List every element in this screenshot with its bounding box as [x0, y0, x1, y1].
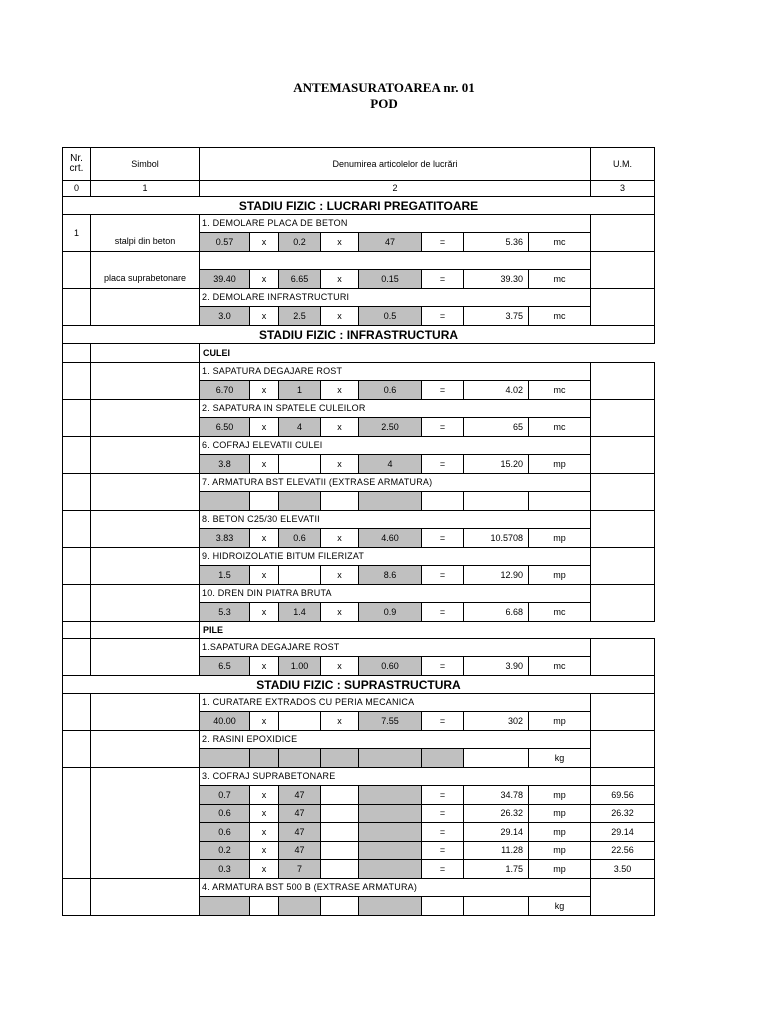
factor-a: 5.3 [200, 603, 250, 622]
symbol-cell [91, 639, 200, 676]
factor-c [359, 823, 422, 842]
header-nr: Nr. crt. [63, 148, 91, 181]
article-title: 2. RASINI EPOXIDICE [200, 731, 591, 749]
op-times: x [250, 860, 279, 879]
factor-a: 1.5 [200, 566, 250, 585]
index-0: 0 [63, 181, 91, 197]
op-equals: = [422, 657, 464, 676]
article-title: 9. HIDROIZOLATIE BITUM FILERIZAT [200, 548, 591, 566]
result-cell: 26.32 [464, 805, 529, 823]
op-equals: = [422, 603, 464, 622]
row-number [63, 694, 91, 731]
document-title: ANTEMASURATOAREA nr. 01 [293, 80, 475, 95]
row-number [63, 252, 91, 289]
factor-b [279, 749, 321, 768]
factor-c: 0.60 [359, 657, 422, 676]
factor-c: 0.15 [359, 270, 422, 289]
op-times: x [250, 418, 279, 437]
op-times: x [321, 566, 359, 585]
article-title-row [63, 474, 655, 492]
factor-a: 0.6 [200, 823, 250, 842]
op-times: x [321, 381, 359, 400]
row-number [63, 731, 91, 768]
factor-c [359, 786, 422, 805]
op-cell [422, 749, 464, 768]
factor-b: 6.65 [279, 270, 321, 289]
result-cell [464, 492, 529, 511]
result-cell: 29.14 [464, 823, 529, 842]
factor-a: 40.00 [200, 712, 250, 731]
symbol-cell [91, 363, 200, 400]
op-times: x [250, 455, 279, 474]
op-times: x [250, 657, 279, 676]
factor-b: 1.00 [279, 657, 321, 676]
factor-b: 1.4 [279, 603, 321, 622]
article-title-row [63, 215, 655, 233]
article-title-row [63, 639, 655, 657]
symbol-cell [91, 622, 200, 639]
op-equals: = [422, 860, 464, 879]
factor-a [200, 749, 250, 768]
article-title: 1.SAPATURA DEGAJARE ROST [200, 639, 591, 657]
op-cell [422, 897, 464, 916]
index-3: 3 [591, 181, 655, 197]
op-equals: = [422, 381, 464, 400]
symbol-cell: placa suprabetonare [91, 252, 200, 289]
op-times: x [250, 823, 279, 842]
op-times: x [250, 603, 279, 622]
header-denumire: Denumirea articolelor de lucrări [200, 148, 591, 181]
stage-row [63, 197, 655, 215]
op-times: x [250, 712, 279, 731]
factor-a: 6.5 [200, 657, 250, 676]
total-cell [591, 585, 655, 622]
row-number [63, 585, 91, 622]
article-title: 4. ARMATURA BST 500 B (EXTRASE ARMATURA) [200, 879, 591, 897]
result-cell: 11.28 [464, 842, 529, 860]
total-cell [591, 252, 655, 289]
article-title-row [63, 363, 655, 381]
factor-c: 7.55 [359, 712, 422, 731]
article-title-row [63, 585, 655, 603]
stage-title: STADIU FIZIC : INFRASTRUCTURA [63, 326, 655, 344]
unit-cell: mp [529, 805, 591, 823]
document-subtitle: POD [370, 96, 398, 111]
total-cell: 3.50 [591, 860, 655, 879]
factor-b: 7 [279, 860, 321, 879]
symbol-cell [91, 474, 200, 511]
result-cell: 6.68 [464, 603, 529, 622]
row-number [63, 437, 91, 474]
op-cell [321, 786, 359, 805]
factor-a: 0.3 [200, 860, 250, 879]
row-number [63, 879, 91, 916]
factor-c: 4.60 [359, 529, 422, 548]
op-equals: = [422, 455, 464, 474]
op-cell [250, 492, 279, 511]
op-equals: = [422, 786, 464, 805]
row-number [63, 511, 91, 548]
factor-b: 47 [279, 786, 321, 805]
op-cell [321, 492, 359, 511]
factor-b: 4 [279, 418, 321, 437]
symbol-cell [91, 694, 200, 731]
op-times: x [321, 418, 359, 437]
op-cell [321, 805, 359, 823]
op-times: x [250, 381, 279, 400]
header-simbol: Simbol [91, 148, 200, 181]
total-cell [591, 400, 655, 437]
op-cell [321, 860, 359, 879]
factor-b: 0.2 [279, 233, 321, 252]
op-equals: = [422, 566, 464, 585]
unit-cell: mc [529, 381, 591, 400]
total-cell [591, 511, 655, 548]
op-times: x [250, 842, 279, 860]
factor-c [359, 897, 422, 916]
unit-cell: mc [529, 657, 591, 676]
op-times: x [321, 233, 359, 252]
op-equals: = [422, 270, 464, 289]
unit-cell: mp [529, 860, 591, 879]
symbol-cell [91, 879, 200, 916]
total-cell: 29.14 [591, 823, 655, 842]
factor-a: 0.6 [200, 805, 250, 823]
total-cell [591, 215, 655, 252]
factor-a: 6.50 [200, 418, 250, 437]
op-equals: = [422, 418, 464, 437]
op-equals: = [422, 307, 464, 326]
article-title-row [63, 879, 655, 897]
op-times: x [321, 307, 359, 326]
total-cell [591, 879, 655, 916]
op-times: x [250, 307, 279, 326]
row-number [63, 474, 91, 511]
unit-cell [529, 492, 591, 511]
op-times: x [321, 529, 359, 548]
stage-row [63, 326, 655, 344]
unit-cell: mc [529, 603, 591, 622]
symbol-cell [91, 437, 200, 474]
op-equals: = [422, 842, 464, 860]
op-times: x [250, 233, 279, 252]
total-cell [591, 694, 655, 731]
symbol-cell [91, 585, 200, 622]
row-number [63, 400, 91, 437]
result-cell: 3.90 [464, 657, 529, 676]
factor-c [359, 749, 422, 768]
symbol-cell: stalpi din beton [91, 215, 200, 252]
article-title: 1. DEMOLARE PLACA DE BETON [200, 215, 591, 233]
unit-cell: mp [529, 455, 591, 474]
factor-a: 39.40 [200, 270, 250, 289]
unit-cell: mp [529, 842, 591, 860]
op-times: x [250, 566, 279, 585]
result-cell: 4.02 [464, 381, 529, 400]
unit-cell: mc [529, 233, 591, 252]
factor-a [200, 492, 250, 511]
factor-c: 0.6 [359, 381, 422, 400]
result-cell: 1.75 [464, 860, 529, 879]
row-number [63, 363, 91, 400]
result-cell [464, 897, 529, 916]
total-cell: 26.32 [591, 805, 655, 823]
article-title: 3. COFRAJ SUPRABETONARE [200, 768, 591, 786]
factor-b: 47 [279, 842, 321, 860]
table-index-row [63, 181, 655, 197]
factor-b [279, 712, 321, 731]
factor-a: 0.57 [200, 233, 250, 252]
factor-b: 0.6 [279, 529, 321, 548]
article-title: 6. COFRAJ ELEVATII CULEI [200, 437, 591, 455]
op-cell [250, 749, 279, 768]
blank-row [63, 252, 655, 270]
result-cell: 12.90 [464, 566, 529, 585]
op-times: x [321, 270, 359, 289]
total-cell [591, 437, 655, 474]
article-title-row [63, 289, 655, 307]
factor-b: 2.5 [279, 307, 321, 326]
unit-cell: mc [529, 270, 591, 289]
op-times: x [321, 603, 359, 622]
op-times: x [321, 455, 359, 474]
unit-cell: kg [529, 897, 591, 916]
unit-cell: kg [529, 749, 591, 768]
article-title: 1. CURATARE EXTRADOS CU PERIA MECANICA [200, 694, 591, 712]
op-cell [321, 749, 359, 768]
article-title: 2. DEMOLARE INFRASTRUCTURI [200, 289, 591, 307]
factor-b [279, 492, 321, 511]
result-cell: 3.75 [464, 307, 529, 326]
op-cell [250, 897, 279, 916]
factor-c: 2.50 [359, 418, 422, 437]
section-title: PILE [200, 622, 655, 639]
result-cell: 15.20 [464, 455, 529, 474]
op-equals: = [422, 233, 464, 252]
article-title-row [63, 768, 655, 786]
symbol-cell [91, 548, 200, 585]
article-title-row [63, 694, 655, 712]
factor-a [200, 897, 250, 916]
unit-cell: mp [529, 566, 591, 585]
article-title-row [63, 511, 655, 529]
table-header-row [63, 148, 655, 181]
article-title-row [63, 731, 655, 749]
total-cell [591, 474, 655, 511]
row-number [63, 289, 91, 326]
symbol-cell [91, 344, 200, 363]
op-times: x [321, 657, 359, 676]
article-title: 2. SAPATURA IN SPATELE CULEILOR [200, 400, 591, 418]
measurement-table [62, 147, 655, 916]
result-cell: 10.5708 [464, 529, 529, 548]
row-number [63, 622, 91, 639]
section-row [63, 344, 655, 363]
total-cell: 22.56 [591, 842, 655, 860]
row-number [63, 768, 91, 879]
total-cell [591, 548, 655, 585]
row-number [63, 344, 91, 363]
symbol-cell [91, 289, 200, 326]
article-title-row [63, 548, 655, 566]
symbol-cell [91, 400, 200, 437]
result-cell: 5.36 [464, 233, 529, 252]
factor-b: 47 [279, 805, 321, 823]
article-title: 7. ARMATURA BST ELEVATII (EXTRASE ARMATURA) [200, 474, 591, 492]
factor-c [359, 805, 422, 823]
factor-c [359, 860, 422, 879]
factor-c: 4 [359, 455, 422, 474]
factor-c: 47 [359, 233, 422, 252]
factor-c: 0.5 [359, 307, 422, 326]
row-number [63, 639, 91, 676]
stage-title: STADIU FIZIC : SUPRASTRUCTURA [63, 676, 655, 694]
article-title: 1. SAPATURA DEGAJARE ROST [200, 363, 591, 381]
factor-b [279, 566, 321, 585]
op-equals: = [422, 823, 464, 842]
op-times: x [250, 270, 279, 289]
op-cell [321, 823, 359, 842]
factor-c [359, 492, 422, 511]
op-equals: = [422, 712, 464, 731]
op-times: x [250, 529, 279, 548]
result-cell [464, 749, 529, 768]
stage-title: STADIU FIZIC : LUCRARI PREGATITOARE [63, 197, 655, 215]
result-cell: 302 [464, 712, 529, 731]
result-cell: 65 [464, 418, 529, 437]
total-cell [591, 289, 655, 326]
op-cell [321, 842, 359, 860]
header-um: U.M. [591, 148, 655, 181]
unit-cell: mc [529, 418, 591, 437]
unit-cell: mp [529, 786, 591, 805]
unit-cell: mp [529, 529, 591, 548]
op-times: x [250, 805, 279, 823]
article-title [200, 252, 591, 270]
row-number: 1 [63, 215, 91, 252]
factor-b: 47 [279, 823, 321, 842]
result-cell: 34.78 [464, 786, 529, 805]
total-cell [591, 731, 655, 768]
factor-c [359, 842, 422, 860]
factor-a: 6.70 [200, 381, 250, 400]
unit-cell: mc [529, 307, 591, 326]
factor-a: 0.7 [200, 786, 250, 805]
factor-c: 0.9 [359, 603, 422, 622]
factor-a: 0.2 [200, 842, 250, 860]
total-cell: 69.56 [591, 786, 655, 805]
op-equals: = [422, 529, 464, 548]
symbol-cell [91, 768, 200, 879]
article-title: 10. DREN DIN PIATRA BRUTA [200, 585, 591, 603]
index-2: 2 [200, 181, 591, 197]
total-cell [591, 639, 655, 676]
result-cell: 39.30 [464, 270, 529, 289]
section-title: CULEI [200, 344, 655, 363]
total-cell [591, 768, 655, 786]
factor-b: 1 [279, 381, 321, 400]
stage-row [63, 676, 655, 694]
section-row [63, 622, 655, 639]
op-cell [422, 492, 464, 511]
op-cell [321, 897, 359, 916]
factor-b [279, 455, 321, 474]
factor-a: 3.0 [200, 307, 250, 326]
factor-a: 3.83 [200, 529, 250, 548]
row-number [63, 548, 91, 585]
index-1: 1 [91, 181, 200, 197]
article-title: 8. BETON C25/30 ELEVATII [200, 511, 591, 529]
article-title-row [63, 400, 655, 418]
factor-b [279, 897, 321, 916]
unit-cell: mp [529, 823, 591, 842]
symbol-cell [91, 511, 200, 548]
symbol-cell [91, 731, 200, 768]
op-equals: = [422, 805, 464, 823]
op-times: x [250, 786, 279, 805]
op-times: x [321, 712, 359, 731]
factor-c: 8.6 [359, 566, 422, 585]
total-cell [591, 363, 655, 400]
factor-a: 3.8 [200, 455, 250, 474]
article-title-row [63, 437, 655, 455]
unit-cell: mp [529, 712, 591, 731]
